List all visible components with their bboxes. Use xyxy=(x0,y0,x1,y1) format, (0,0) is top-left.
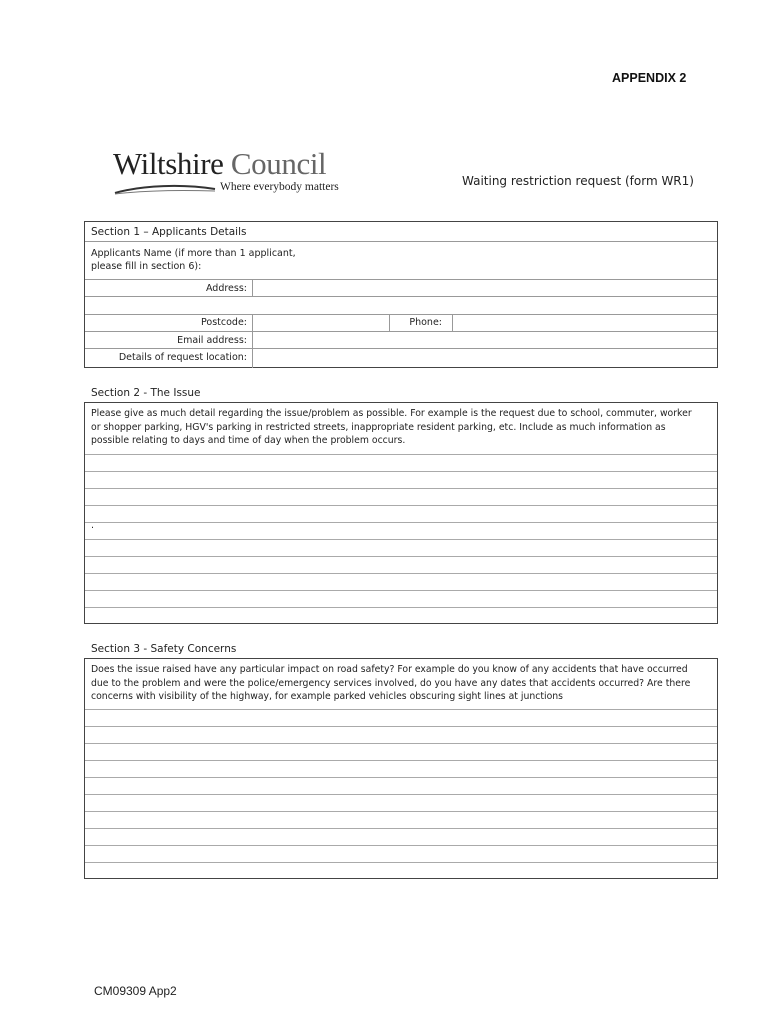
section2-answer-area[interactable] xyxy=(85,455,717,623)
email-field[interactable] xyxy=(253,332,717,348)
logo-swoosh-icon xyxy=(113,182,217,196)
council-logo xyxy=(113,146,353,202)
email-label: Email address: xyxy=(177,335,247,346)
section1-heading: Section 1 – Applicants Details xyxy=(91,226,247,238)
section1-table xyxy=(84,221,718,368)
postcode-label: Postcode: xyxy=(201,317,247,328)
phone-label: Phone: xyxy=(409,317,442,328)
location-field[interactable] xyxy=(253,349,717,366)
address-label: Address: xyxy=(205,283,247,294)
section2-box xyxy=(84,402,718,624)
phone-field[interactable] xyxy=(453,315,717,331)
postcode-field[interactable] xyxy=(253,315,388,331)
address-field[interactable] xyxy=(253,280,717,296)
stray-mark: . xyxy=(91,520,95,531)
appendix-label: APPENDIX 2 xyxy=(612,71,687,85)
form-title: Waiting restriction request (form WR1) xyxy=(462,174,694,188)
logo-wordmark: Wiltshire Council xyxy=(113,146,327,181)
section2-description: Please give as much detail regarding the issue/problem as possible. For example is the request due to school, commuter, worker or shopper parking, HGV's parking in restricted streets, inappropriate resident parking, etc. Include as much information as possible relating to days and time of day when the problem occurs. xyxy=(91,408,692,447)
document-reference: CM09309 App2 xyxy=(94,984,177,998)
section3-answer-area[interactable] xyxy=(85,710,717,878)
address-field-line2[interactable] xyxy=(85,297,717,313)
section2-heading: Section 2 - The Issue xyxy=(91,387,201,399)
location-label: Details of request location: xyxy=(118,352,247,363)
section3-box xyxy=(84,658,718,879)
applicant-name-label: Applicants Name (if more than 1 applicant, please fill in section 6): xyxy=(91,248,296,272)
logo-tagline: Where everybody matters xyxy=(220,181,339,193)
section3-description: Does the issue raised have any particular impact on road safety? For example do you know of any accidents that have occurred due to the problem and were the police/emergency services involved, do you have any dates that accidents occurred? Are there concerns with visibility of the highway, for example parked vehicles obscuring sight lines at junctions xyxy=(91,664,691,703)
section3-heading: Section 3 - Safety Concerns xyxy=(91,643,237,655)
